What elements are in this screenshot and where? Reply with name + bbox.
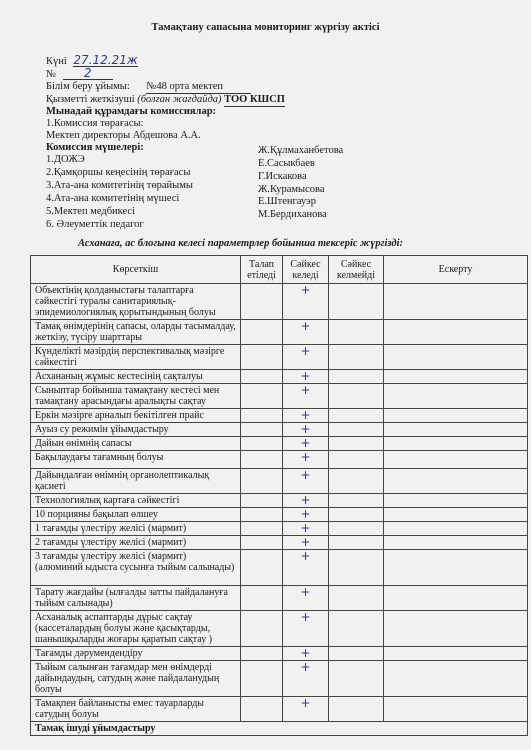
org-label: Білім беру ұйымы: <box>46 81 130 92</box>
table-row <box>31 320 528 345</box>
required-cell <box>241 536 283 550</box>
note-cell <box>384 423 528 437</box>
table-row <box>31 370 528 384</box>
table-row <box>31 284 528 320</box>
note-cell <box>384 611 528 647</box>
header-compliant: Сәйкес келеді <box>283 256 329 284</box>
compliant-mark: + <box>283 320 329 345</box>
date-line <box>46 54 138 68</box>
row-label: Дайындалған өнімнің органолептикалық қасиеті <box>31 469 241 494</box>
noncompliant-cell <box>329 697 384 722</box>
table-row <box>31 384 528 409</box>
noncompliant-cell <box>329 423 384 437</box>
table-row <box>31 697 528 722</box>
required-cell <box>241 384 283 409</box>
note-cell <box>384 550 528 586</box>
section-label: Тамақ ішуді ұйымдастыру <box>31 722 528 736</box>
compliant-mark: + <box>283 661 329 697</box>
table-row <box>31 345 528 370</box>
chair-label: 1.Комиссия төрағасы: <box>46 118 144 129</box>
member-role: 2.Қамқоршы кеңесінің төрағасы <box>46 167 191 178</box>
org-line <box>46 81 251 94</box>
noncompliant-cell <box>329 345 384 370</box>
noncompliant-cell <box>329 320 384 345</box>
noncompliant-cell <box>329 437 384 451</box>
table-header-row <box>31 256 528 284</box>
org-value: №48 орта мектеп <box>146 81 251 94</box>
member-name: Е.Сасыкбаев <box>258 158 315 169</box>
table-row <box>31 522 528 536</box>
member-role: 4.Ата-ана комитетінің мүшесі <box>46 193 180 204</box>
required-cell <box>241 611 283 647</box>
member-name: Ж.Құлмаханбетова <box>258 145 344 156</box>
noncompliant-cell <box>329 508 384 522</box>
required-cell <box>241 451 283 469</box>
row-label: 10 порцияны бақылап өлшеу <box>31 508 241 522</box>
note-cell <box>384 661 528 697</box>
note-cell <box>384 536 528 550</box>
required-cell <box>241 661 283 697</box>
date-value: 27.12.21ж <box>73 53 138 67</box>
required-cell <box>241 469 283 494</box>
note-cell <box>384 494 528 508</box>
required-cell <box>241 647 283 661</box>
number-value: 2 <box>63 67 113 80</box>
header-indicator: Көрсеткіш <box>31 256 241 284</box>
commission-heading: Мынадай құрамдағы комиссиялар: <box>46 106 217 117</box>
supplier-hint: (болған жағдайда) <box>137 94 222 105</box>
member-name: М.Бердиханова <box>258 209 327 220</box>
required-cell <box>241 345 283 370</box>
noncompliant-cell <box>329 661 384 697</box>
table-row <box>31 494 528 508</box>
compliant-mark: + <box>283 451 329 469</box>
note-cell <box>384 384 528 409</box>
required-cell <box>241 284 283 320</box>
row-label: Тыйым салынған тағамдар мен өнімдерді дайындаудың, сатудың және пайдаланудың болуы <box>31 661 241 697</box>
note-cell <box>384 409 528 423</box>
member-role: 6. Әлеуметтік педагог <box>46 219 144 230</box>
row-label: Асханалық аспаптарды дұрыс сақтау (кассеталардың болуы және қасықтарды, шанышқыларды жоғары қаратып сақтау ) <box>31 611 241 647</box>
row-label: 3 тағамды үлестіру желісі (мармит) (алюминий ыдыста сусынға тыйым салынады) <box>31 550 241 586</box>
compliant-mark: + <box>283 647 329 661</box>
noncompliant-cell <box>329 384 384 409</box>
table-row <box>31 423 528 437</box>
row-label: Асхананың жұмыс кестесінің сақталуы <box>31 370 241 384</box>
header-required: Талап етіледі <box>241 256 283 284</box>
row-label: Тамақпен байланысты емес тауарларды сатудың болуы <box>31 697 241 722</box>
table-row <box>31 550 528 586</box>
row-label: Еркін мәзірге арналып бекітілген прайс <box>31 409 241 423</box>
required-cell <box>241 423 283 437</box>
note-cell <box>384 586 528 611</box>
header-note: Ескерту <box>384 256 528 284</box>
supplier-value: ТОО КШСП <box>224 94 285 105</box>
compliant-mark: + <box>283 409 329 423</box>
required-cell <box>241 320 283 345</box>
compliant-mark: + <box>283 697 329 722</box>
row-label: Бақылаудағы тағамның болуы <box>31 451 241 469</box>
member-name: Ж.Курамысова <box>258 184 325 195</box>
noncompliant-cell <box>329 522 384 536</box>
member-name: Г.Искакова <box>258 171 307 182</box>
row-label: 2 тағамды үлестіру желісі (мармит) <box>31 536 241 550</box>
row-label: Объектінің қолданыстағы талаптарға сәйкестігі туралы санитариялық-эпидемиологиялық қорытындының болуы <box>31 284 241 320</box>
table-row <box>31 586 528 611</box>
chair-value: Мектеп директоры Абдешова А.А. <box>46 130 201 141</box>
note-cell <box>384 437 528 451</box>
compliant-mark: + <box>283 586 329 611</box>
compliant-mark: + <box>283 284 329 320</box>
table-row <box>31 508 528 522</box>
required-cell <box>241 508 283 522</box>
header-noncompliant: Сәйкес келмейді <box>329 256 384 284</box>
required-cell <box>241 586 283 611</box>
row-label: Дайын өнімнің сапасы <box>31 437 241 451</box>
noncompliant-cell <box>329 494 384 508</box>
note-cell <box>384 370 528 384</box>
supplier-label: Қызметті жеткізуші <box>46 94 135 105</box>
required-cell <box>241 494 283 508</box>
noncompliant-cell <box>329 284 384 320</box>
row-label: Сыныптар бойынша тамақтану кестесі мен тамақтану арасындағы аралықты сақтау <box>31 384 241 409</box>
row-label: Тағамды дәрумендендіру <box>31 647 241 661</box>
table-row <box>31 451 528 469</box>
monitoring-table <box>30 255 528 736</box>
row-label: Тамақ өнімдерінің сапасы, оларды тасымалдау, жеткізу, түсіру шарттары <box>31 320 241 345</box>
table-row <box>31 437 528 451</box>
document-title: Тамақтану сапасына мониторинг жүргізу актісі <box>151 22 380 33</box>
required-cell <box>241 697 283 722</box>
required-cell <box>241 409 283 423</box>
note-cell <box>384 522 528 536</box>
note-cell <box>384 320 528 345</box>
required-cell <box>241 370 283 384</box>
row-label: 1 тағамды үлестіру желісі (мармит) <box>31 522 241 536</box>
members-heading: Комиссия мүшелері: <box>46 142 144 153</box>
noncompliant-cell <box>329 647 384 661</box>
member-role: 1.ДОЖЭ <box>46 154 85 165</box>
required-cell <box>241 550 283 586</box>
compliant-mark: + <box>283 370 329 384</box>
compliant-mark: + <box>283 345 329 370</box>
noncompliant-cell <box>329 550 384 586</box>
table-section-row <box>31 722 528 736</box>
member-role: 5.Мектеп медбикесі <box>46 206 135 217</box>
noncompliant-cell <box>329 536 384 550</box>
noncompliant-cell <box>329 370 384 384</box>
compliant-mark: + <box>283 384 329 409</box>
compliant-mark: + <box>283 611 329 647</box>
table-row <box>31 611 528 647</box>
compliant-mark: + <box>283 550 329 586</box>
table-row <box>31 469 528 494</box>
note-cell <box>384 508 528 522</box>
required-cell <box>241 437 283 451</box>
number-line <box>46 67 113 81</box>
row-label: Технологиялық картаға сәйкестігі <box>31 494 241 508</box>
compliant-mark: + <box>283 508 329 522</box>
note-cell <box>384 284 528 320</box>
required-cell <box>241 522 283 536</box>
compliant-mark: + <box>283 469 329 494</box>
noncompliant-cell <box>329 469 384 494</box>
compliant-mark: + <box>283 522 329 536</box>
noncompliant-cell <box>329 451 384 469</box>
note-cell <box>384 469 528 494</box>
row-label: Тарату жағдайы (ылғалды затты пайдалануға тыйым салынады) <box>31 586 241 611</box>
compliant-mark: + <box>283 437 329 451</box>
noncompliant-cell <box>329 611 384 647</box>
noncompliant-cell <box>329 586 384 611</box>
note-cell <box>384 697 528 722</box>
member-name: Е.Штенгауэр <box>258 196 316 207</box>
compliant-mark: + <box>283 494 329 508</box>
number-label: № <box>46 69 57 80</box>
note-cell <box>384 647 528 661</box>
date-label: Күні <box>46 56 67 67</box>
compliant-mark: + <box>283 536 329 550</box>
table-row <box>31 409 528 423</box>
table-row <box>31 661 528 697</box>
table-row <box>31 536 528 550</box>
check-heading: Асханаға, ас блогына келесі параметрлер бойынша тексеріс жүргізді: <box>78 238 404 249</box>
row-label: Ауыз су режимін ұйымдастыру <box>31 423 241 437</box>
note-cell <box>384 451 528 469</box>
member-role: 3.Ата-ана комитетінің төрайымы <box>46 180 193 191</box>
table-row <box>31 647 528 661</box>
noncompliant-cell <box>329 409 384 423</box>
compliant-mark: + <box>283 423 329 437</box>
row-label: Күнделікті мәзірдің перспективалық мәзірге сәйкестігі <box>31 345 241 370</box>
note-cell <box>384 345 528 370</box>
